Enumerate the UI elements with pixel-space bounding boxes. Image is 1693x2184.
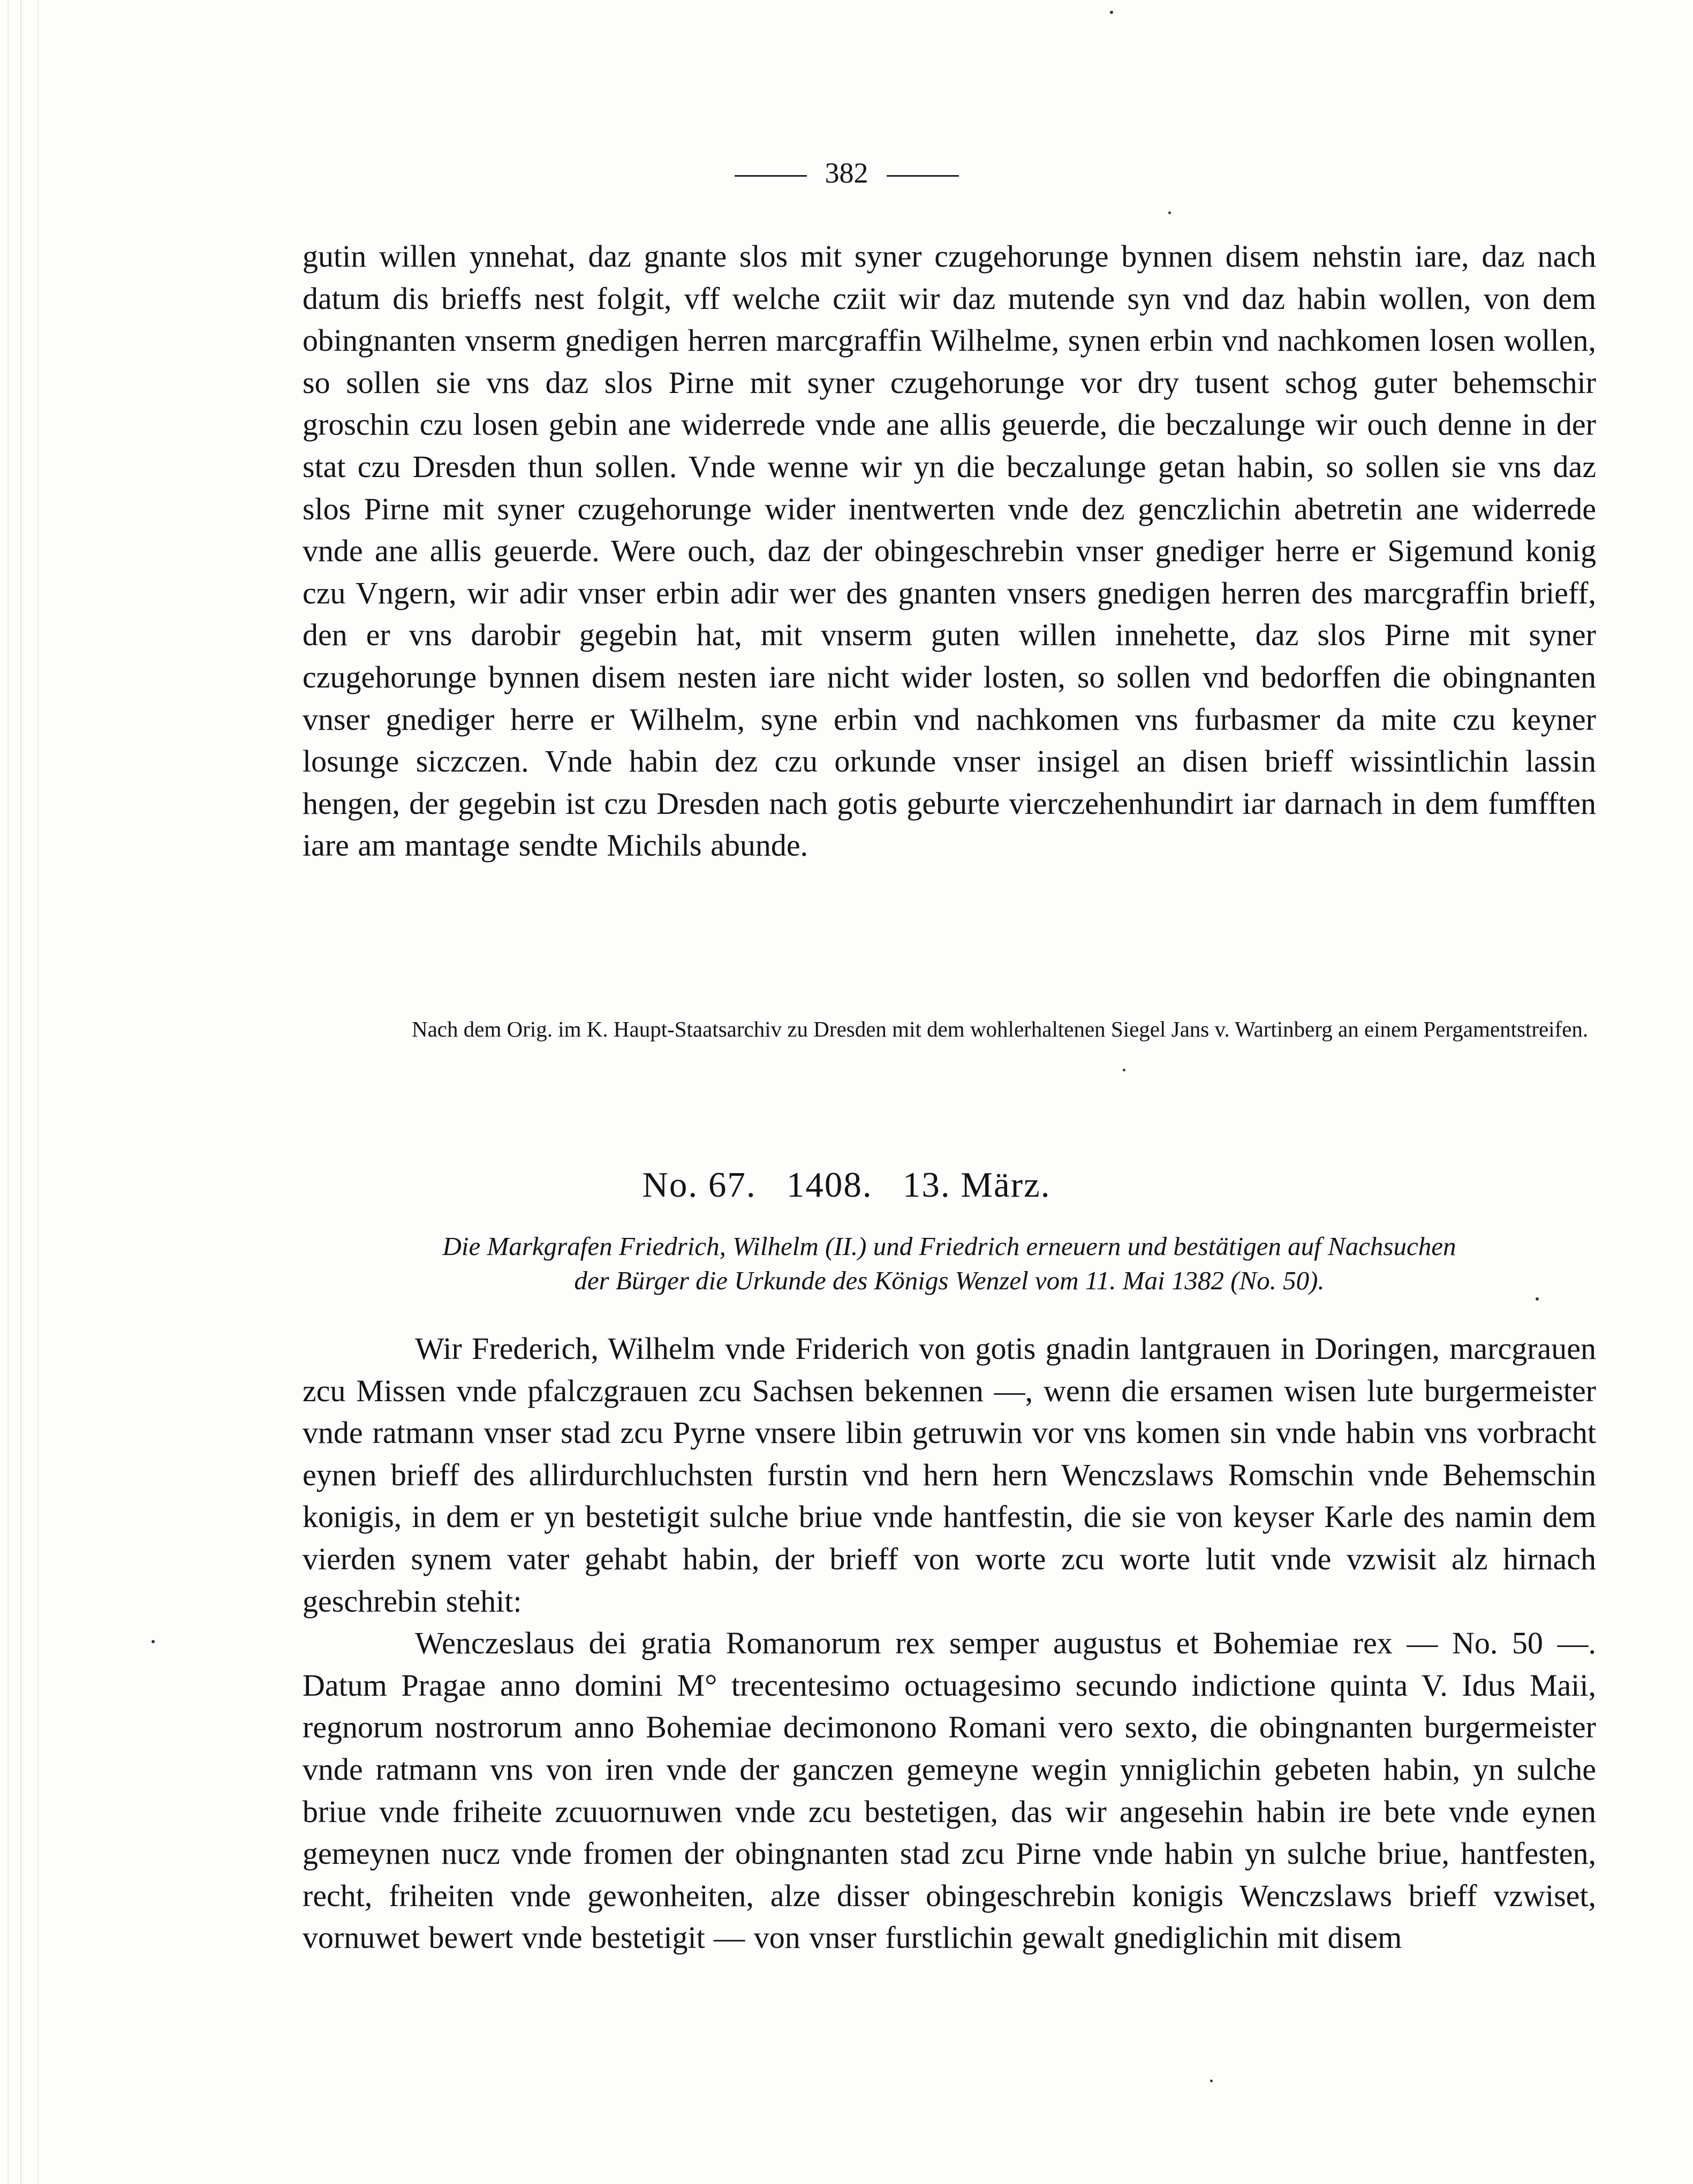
- header-rule-right: [887, 175, 959, 177]
- document-heading: No. 67. 1408. 13. März.: [642, 1165, 1051, 1205]
- document-body: [303, 1328, 1596, 1959]
- scan-speck: [1536, 1297, 1539, 1301]
- regest-line-1: Die Markgrafen Friedrich, Wilhelm (II.) und Friedrich erneuern und bestätigen auf Nachsuchen: [442, 1231, 1456, 1261]
- page-number: 382: [825, 157, 868, 189]
- source-note: Nach dem Orig. im K. Haupt-Staatsarchiv zu Dresden mit dem wohlerhaltenen Siegel Jans v. Wartinberg an einem Pergamentstreifen.: [412, 1017, 1589, 1041]
- scan-edge-artifact: [0, 0, 59, 2184]
- header-rule-left: [735, 175, 807, 177]
- scan-speck: [1123, 1069, 1125, 1071]
- regest-line-2: der Bürger die Urkunde des Königs Wenzel vom 11. Mai 1382 (No. 50).: [574, 1266, 1325, 1295]
- scan-speck: [152, 1640, 155, 1643]
- continuation-paragraph: gutin willen ynnehat, daz gnante slos mit syner czugehorunge bynnen disem nehstin iare, daz nach datum dis brieffs nest folgit, vff welche cziit wir daz mutende syn vnd daz habin wollen, von dem obingnanten vnserm gnedigen herren marcgraffin Wilhelme, synen erbin vnd nachkomen losen wollen, so sollen sie vns daz slos Pirne mit syner czugehorunge vor dry tusent schog guter behemschir groschin czu losen gebin ane widerrede vnde ane allis geuerde, die beczalunge wir ouch denne in der stat czu Dresden thun sollen. Vnde wenne wir yn die beczalunge getan habin, so sollen sie vns daz slos Pirne mit syner czugehorunge wider inentwerten vnde dez genczlichin abetretin ane widerrede vnde ane allis geuerde. Were ouch, daz der obingeschrebin vnser gnediger herre er Sigemund konig czu Vngern, wir adir vnser erbin adir wer des gnanten vnsers gnedigen herren des marcgraffin brieff, den er vns darobir gegebin hat, mit vnserm guten willen innehette, daz slos Pirne mit syner czugehorunge bynnen disem nesten iare nicht wider losten, so sollen vnd bedorffen die obingnanten vnser gnediger herre er Wilhelm, syne erbin vnd nachkomen vns furbasmer da mite czu keyner losunge siczczen. Vnde habin dez czu orkunde vnser insigel an disen brieff wissintlichin lassin hengen, der gegebin ist czu Dresden nach gotis geburte vierczehenhundirt iar darnach in dem fumfften iare am mantage sendte Michils abunde.: [303, 239, 1596, 863]
- document-paragraph-1: Wir Frederich, Wilhelm vnde Friderich von gotis gnadin lantgrauen in Doringen, marcgrauen zcu Missen vnde pfalczgrauen zcu Sachsen bekennen —, wenn die ersamen wisen lute burgermeister vnde ratmann vnser stad zcu Pyrne vnsere libin getruwin vor vns komen sin vnde habin vns vorbracht eynen brieff des allirdurchluchsten furstin vnd hern hern Wenczslaws Romschin vnde Behemschin konigis, in dem er yn bestetigit sulche briue vnde hantfestin, die sie von keyser Karle des namin dem vierden synem vater gehabt habin, der brieff von worte zcu worte lutit vnde vzwisit alz hirnach geschrebin stehit:: [303, 1331, 1596, 1619]
- regest: [303, 1229, 1596, 1298]
- scan-speck: [1168, 211, 1171, 214]
- document-paragraph-2: Wenczeslaus dei gratia Romanorum rex semper augustus et Bohemiae rex — No. 50 —. Datum Pragae anno domini M° trecentesimo octuagesimo secundo indictione quinta V. Idus Maii, regnorum nostrorum anno Bohemiae decimonono Romani vero sexto, die obingnanten burgermeister vnde ratmann vns von iren vnde der ganczen gemeyne wegin ynniglichin gebeten habin, yn sulche briue vnde friheite zcuuornuwen vnde zcu bestetigen, das wir angesehin habin ire bete vnde eynen gemeynen nucz vnde fromen der obingnanten stad zcu Pirne vnde habin yn sulche briue, hantfesten, recht, friheiten vnde gewonheiten, alze disser obingeschrebin konigis Wenczslaws brieff vzwiset, vornuwet bewert vnde bestetigit — von vnser furstlichin gewalt gnediglichin mit disem: [303, 1626, 1596, 1955]
- continuation-section: [303, 236, 1596, 867]
- scan-speck: [1210, 2080, 1213, 2082]
- scan-speck: [1110, 11, 1113, 14]
- page-header: [0, 154, 1693, 192]
